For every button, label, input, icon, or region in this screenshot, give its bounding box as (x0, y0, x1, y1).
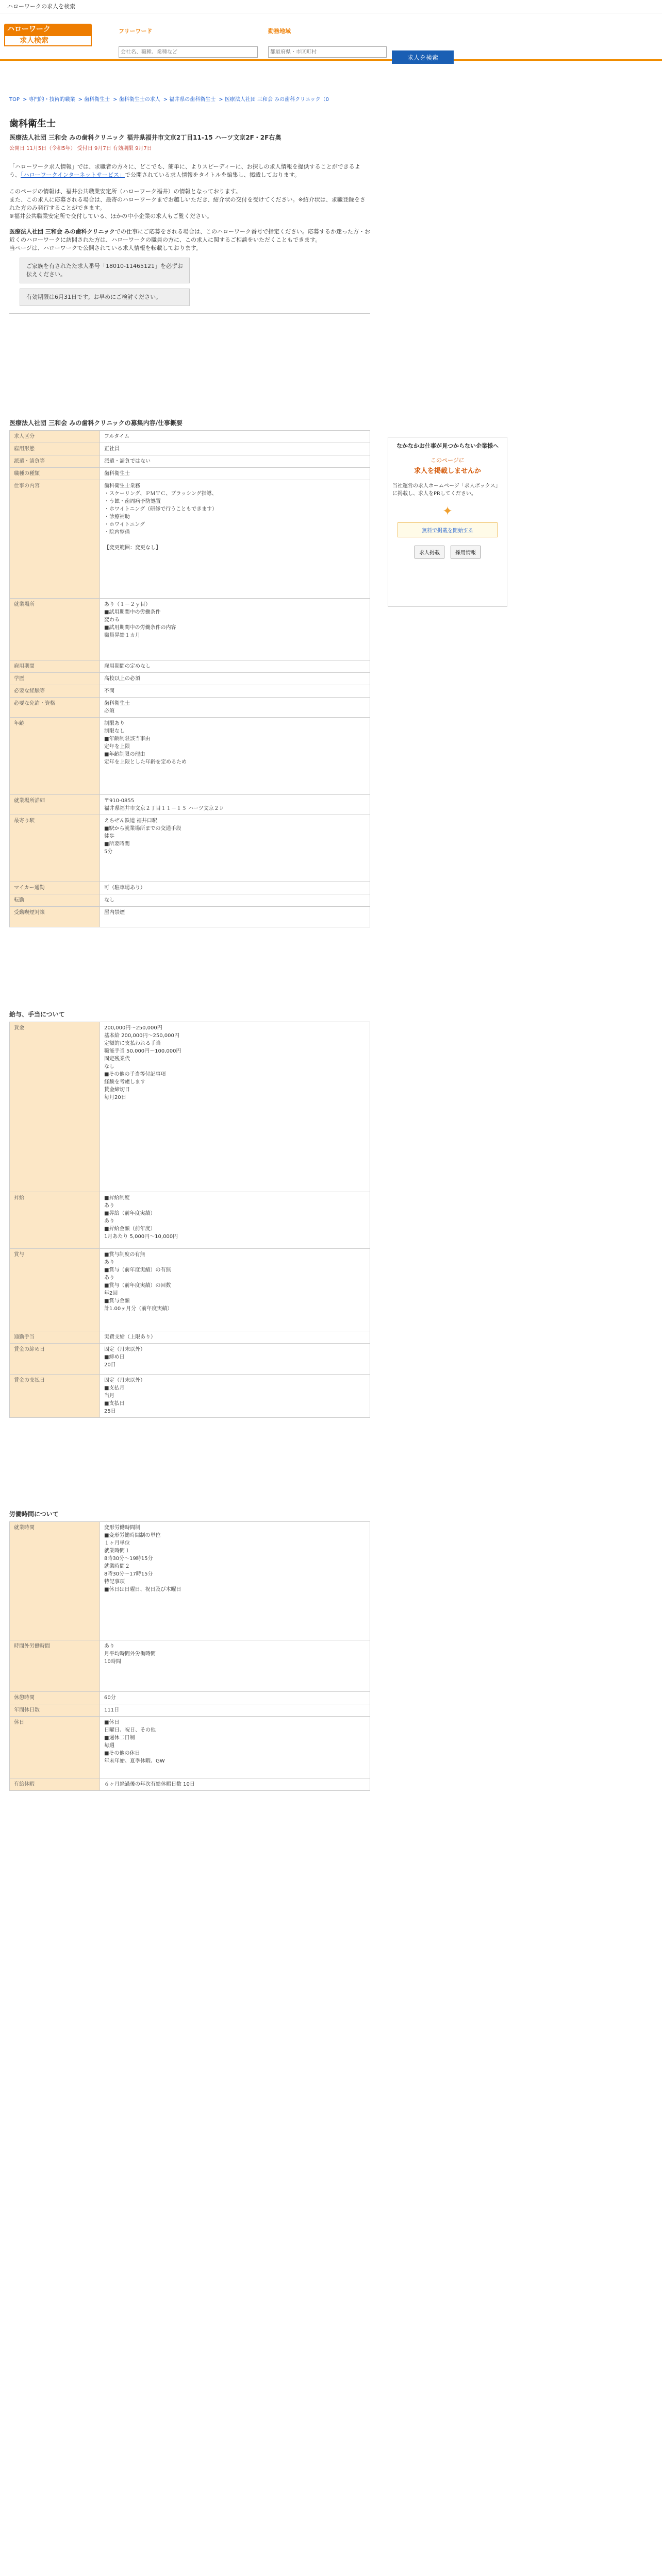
advertise-desc: 当社運営の求人ホームページ「求人ボックス」に掲載し、求人をPRしてください。 (392, 483, 501, 497)
table-row (10, 1344, 370, 1375)
breadcrumb: TOP > 専門的・技術的職業 > 歯科衛生士 > 歯科衛生士の求人 > 福井県の歯科衛生士 > 医療法人社団 三和会 みの歯科クリニック（0 (9, 97, 329, 103)
company-line: 医療法人社団 三和会 みの歯科クリニック 福井県福井市文京2丁目11-15 ハーツ文京2F・2F右奥 (9, 134, 282, 141)
row-label: 就業場所 (10, 599, 100, 660)
site-header (0, 13, 662, 61)
row-value: 変形労働時間制 ■変形労働時間制の単位 １ヶ月単位 就業時間１ 8時30分〜19時15分 就業時間２ 8時30分〜17時15分 特記事項 ■休日は日曜日、祝日及び木曜日 (100, 1522, 370, 1640)
notice-text (9, 228, 370, 252)
location-search (268, 28, 387, 58)
table-row (10, 718, 370, 795)
table-row (10, 1192, 370, 1249)
table-row (10, 660, 370, 673)
intro-text (9, 163, 370, 221)
row-label: 賃金の締め日 (10, 1344, 100, 1375)
row-value: 60分 (100, 1692, 370, 1704)
table-row (10, 1375, 370, 1418)
row-value: 固定（月末以外） ■支払月 当月 ■支払日 25日 (100, 1375, 370, 1418)
row-label: 最寄り駅 (10, 815, 100, 882)
advertise-red1: このページに (431, 457, 465, 464)
row-label: 賃金の支払日 (10, 1375, 100, 1418)
intro-p4: ※福井公共職業安定所で交付している、ほかの中小企業の求人もご覧ください。 (9, 213, 213, 219)
table-row (10, 443, 370, 455)
notice-body: での仕事にご応募をされる場合は、このハローワーク番号で指定ください。応募するか迷った方・お近くのハローワークに訪問された方は、ハローワークの職員の方に、この求人に関するご相談をいただくこともできます。 (9, 228, 370, 243)
recruit-info-button[interactable]: 採用情報 (451, 546, 481, 558)
top-bar-text: ハローワークの求人を検索 (7, 3, 75, 10)
row-label: 賞与 (10, 1249, 100, 1331)
row-label: 休憩時間 (10, 1692, 100, 1704)
row-value: なし (100, 894, 370, 907)
breadcrumb-item[interactable]: 歯科衛生士の求人 (119, 97, 160, 103)
hours-table (9, 1521, 370, 1791)
section1-title: 医療法人社団 三和会 みの歯科クリニックの募集内容/仕事概要 (9, 419, 183, 427)
job-dates: 公開日 11月5日（令和5年） 受付日 9月7日 有効期限 9月7日 (9, 146, 152, 151)
breadcrumb-item[interactable]: 専門的・技術的職業 (28, 97, 75, 103)
table-row (10, 1778, 370, 1791)
table-row (10, 673, 370, 685)
table-row (10, 468, 370, 480)
job-details-table (9, 430, 370, 927)
table-row (10, 1331, 370, 1344)
section2-title: 給与、手当について (9, 1011, 65, 1018)
row-label: 転勤 (10, 894, 100, 907)
advertise-red2: 求人を掲載しませんか (413, 467, 481, 475)
section-salary (9, 1010, 370, 1418)
row-label: 有給休暇 (10, 1778, 100, 1791)
table-row (10, 1704, 370, 1717)
site-logo[interactable] (4, 24, 92, 47)
row-label: 賃金 (10, 1022, 100, 1192)
table-row (10, 1249, 370, 1331)
row-label: 雇用形態 (10, 443, 100, 455)
row-label: 必要な経験等 (10, 685, 100, 698)
row-label: 通勤手当 (10, 1331, 100, 1344)
expiry-note: 有効期限は6月31日です。お早めにご検討ください。 (20, 289, 190, 306)
section-job-details (9, 418, 370, 927)
breadcrumb-item[interactable]: TOP (9, 97, 20, 103)
search-button[interactable]: 求人を検索 (392, 50, 454, 64)
row-label: 派遣・請負等 (10, 455, 100, 468)
freeword-input[interactable] (119, 46, 258, 58)
row-label: 求人区分 (10, 431, 100, 443)
row-label: 昇給 (10, 1192, 100, 1249)
table-row (10, 1717, 370, 1778)
table-row (10, 1640, 370, 1692)
row-value: あり 月平均時間外労働時間 10時間 (100, 1640, 370, 1692)
table-row (10, 599, 370, 660)
row-label: 休日 (10, 1717, 100, 1778)
logo-line1: ハローワーク (4, 24, 92, 35)
intro-p3: また、この求人に応募される場合は、最寄のハローワークまでお越しいただき、紹介状の交付を受けてください。※紹介状は、求職登録をされた方のみ発行することができます。 (9, 196, 366, 211)
intro-p1a: 「ハローワーク求人情報」では、求職者の方々に、どこでも、簡単に、よりスピーディーに、お探しの求人情報を提供することができるよう、 (9, 163, 360, 178)
section-hours (9, 1510, 370, 1791)
row-label: 年間休日数 (10, 1704, 100, 1717)
row-label: 就業時間 (10, 1522, 100, 1640)
breadcrumb-item[interactable]: 福井県の歯科衛生士 (169, 97, 216, 103)
divider (9, 313, 370, 314)
row-label: 時間外労働時間 (10, 1640, 100, 1692)
breadcrumb-item[interactable]: 歯科衛生士 (84, 97, 110, 103)
row-value: ■昇給制度 あり ■昇給（前年度実績） あり ■昇給金額（前年度） 1月あたり 5,000円〜10,000円 (100, 1192, 370, 1249)
top-bar (0, 0, 662, 13)
row-value: 200,000円〜250,000円 基本給 200,000円〜250,000円 定額的に支払われる手当 職能手当 50,000円〜100,000円 固定残業代 なし ■その他の手当等付記事項 経験を考慮します 賃金締切日 毎月20日 (100, 1022, 370, 1192)
row-value: えちぜん鉄道 福井口駅 ■駅から就業場所までの交通手段 徒歩 ■所要時間 5分 (100, 815, 370, 882)
row-value: 〒910-0855 福井県福井市文京２丁目１１－１５ ハーツ文京２Ｆ (100, 795, 370, 815)
row-label: 仕事の内容 (10, 480, 100, 599)
table-row (10, 907, 370, 927)
table-row (10, 894, 370, 907)
breadcrumb-item[interactable]: 医療法人社団 三和会 みの歯科クリニック（0 (224, 97, 329, 103)
row-label: 年齢 (10, 718, 100, 795)
row-label: 学歴 (10, 673, 100, 685)
row-value: ６ヶ月経過後の年次有給休暇日数 10日 (100, 1778, 370, 1791)
table-row (10, 815, 370, 882)
location-label: 勤務地域 (268, 28, 291, 35)
row-value: 正社員 (100, 443, 370, 455)
row-label: 雇用期間 (10, 660, 100, 673)
row-label: 就業場所詳細 (10, 795, 100, 815)
row-value: 実費支給（上限あり） (100, 1331, 370, 1344)
table-row (10, 455, 370, 468)
table-row (10, 431, 370, 443)
table-row (10, 1522, 370, 1640)
row-value: 雇用期間の定めなし (100, 660, 370, 673)
table-row (10, 698, 370, 718)
salary-table (9, 1022, 370, 1418)
table-row (10, 1692, 370, 1704)
intro-p2: このページの情報は、福井公共職業安定所（ハローワーク福井）の情報となっております。 (9, 188, 241, 195)
row-value: 不問 (100, 685, 370, 698)
location-input[interactable] (268, 46, 387, 58)
row-value: 派遣・請負ではない (100, 455, 370, 468)
advertise-link[interactable]: 無料で掲載を開始する (398, 522, 498, 537)
table-row (10, 685, 370, 698)
advertise-title: なかなかお仕事が見つからない企業様へ (396, 443, 499, 449)
row-value: 高校以上の必須 (100, 673, 370, 685)
row-value: 固定（月末以外） ■締め日 20日 (100, 1344, 370, 1375)
megaphone-icon: ✦ (442, 504, 453, 518)
row-value: 111日 (100, 1704, 370, 1717)
row-label: 必要な免許・資格 (10, 698, 100, 718)
row-value: フルタイム (100, 431, 370, 443)
table-row (10, 882, 370, 894)
row-value: 歯科衛生士 必須 (100, 698, 370, 718)
job-title: 歯科衛生士 (9, 118, 56, 129)
row-value: ■休日 日曜日、祝日、その他 ■週休二日制 毎週 ■その他の休日 年末年始、夏季休暇、GW (100, 1717, 370, 1778)
logo-line2: 求人検索 (4, 35, 92, 46)
row-label: 職種の種類 (10, 468, 100, 480)
post-job-button[interactable]: 求人掲載 (415, 546, 444, 558)
row-value: 可（駐車場あり） (100, 882, 370, 894)
freeword-search (119, 28, 258, 58)
table-row (10, 480, 370, 599)
job-number-note: ご家族を有されたた求人番号「18010-11465121」を必ずお伝えください。 (20, 258, 190, 283)
intro-p1b: で公開されている求人情報をタイトルを編集し、掲載しております。 (124, 172, 300, 178)
row-value: 制限あり 制限なし ■年齢制限該当事由 定年を上限 ■年齢制限の理由 定年を上限とした年齢を定めるため (100, 718, 370, 795)
row-value: 屋内禁煙 (100, 907, 370, 927)
table-row (10, 795, 370, 815)
advertise-box (388, 437, 507, 607)
notice2: 当ページは、ハローワークで公開されている求人情報を転載しております。 (9, 245, 202, 251)
row-value: ■賞与制度の有無 あり ■賞与（前年度実績）の有無 あり ■賞与（前年度実績）の回数 年2回 ■賞与金額 計1.00ヶ月分（前年度実績） (100, 1249, 370, 1331)
freeword-label: フリーワード (119, 28, 153, 35)
notice-company: 医療法人社団 三和会 みの歯科クリニック (9, 228, 115, 235)
hw-internet-link[interactable]: 「ハローワークインターネットサービス」 (21, 172, 125, 178)
row-label: マイカー通勤 (10, 882, 100, 894)
row-value: あり（１－２ｙ目） ■試用期間中の労働条件 変わる ■試用期間中の労働条件の内容 職員昇給１カ月 (100, 599, 370, 660)
section3-title: 労働時間について (9, 1511, 59, 1518)
table-row (10, 1022, 370, 1192)
row-value: 歯科衛生士業務 ・スケーリング、ＰＭＴＣ、ブラッシング指導、 ・う蝕・歯周病予防処置 ・ホワイトニング（研修で行うこともできます） ・診療補助 ・ホワイトニング ・院内整備 【変更範囲：変更なし】 (100, 480, 370, 599)
row-value: 歯科衛生士 (100, 468, 370, 480)
main-content (9, 116, 370, 314)
row-label: 受動喫煙対策 (10, 907, 100, 927)
